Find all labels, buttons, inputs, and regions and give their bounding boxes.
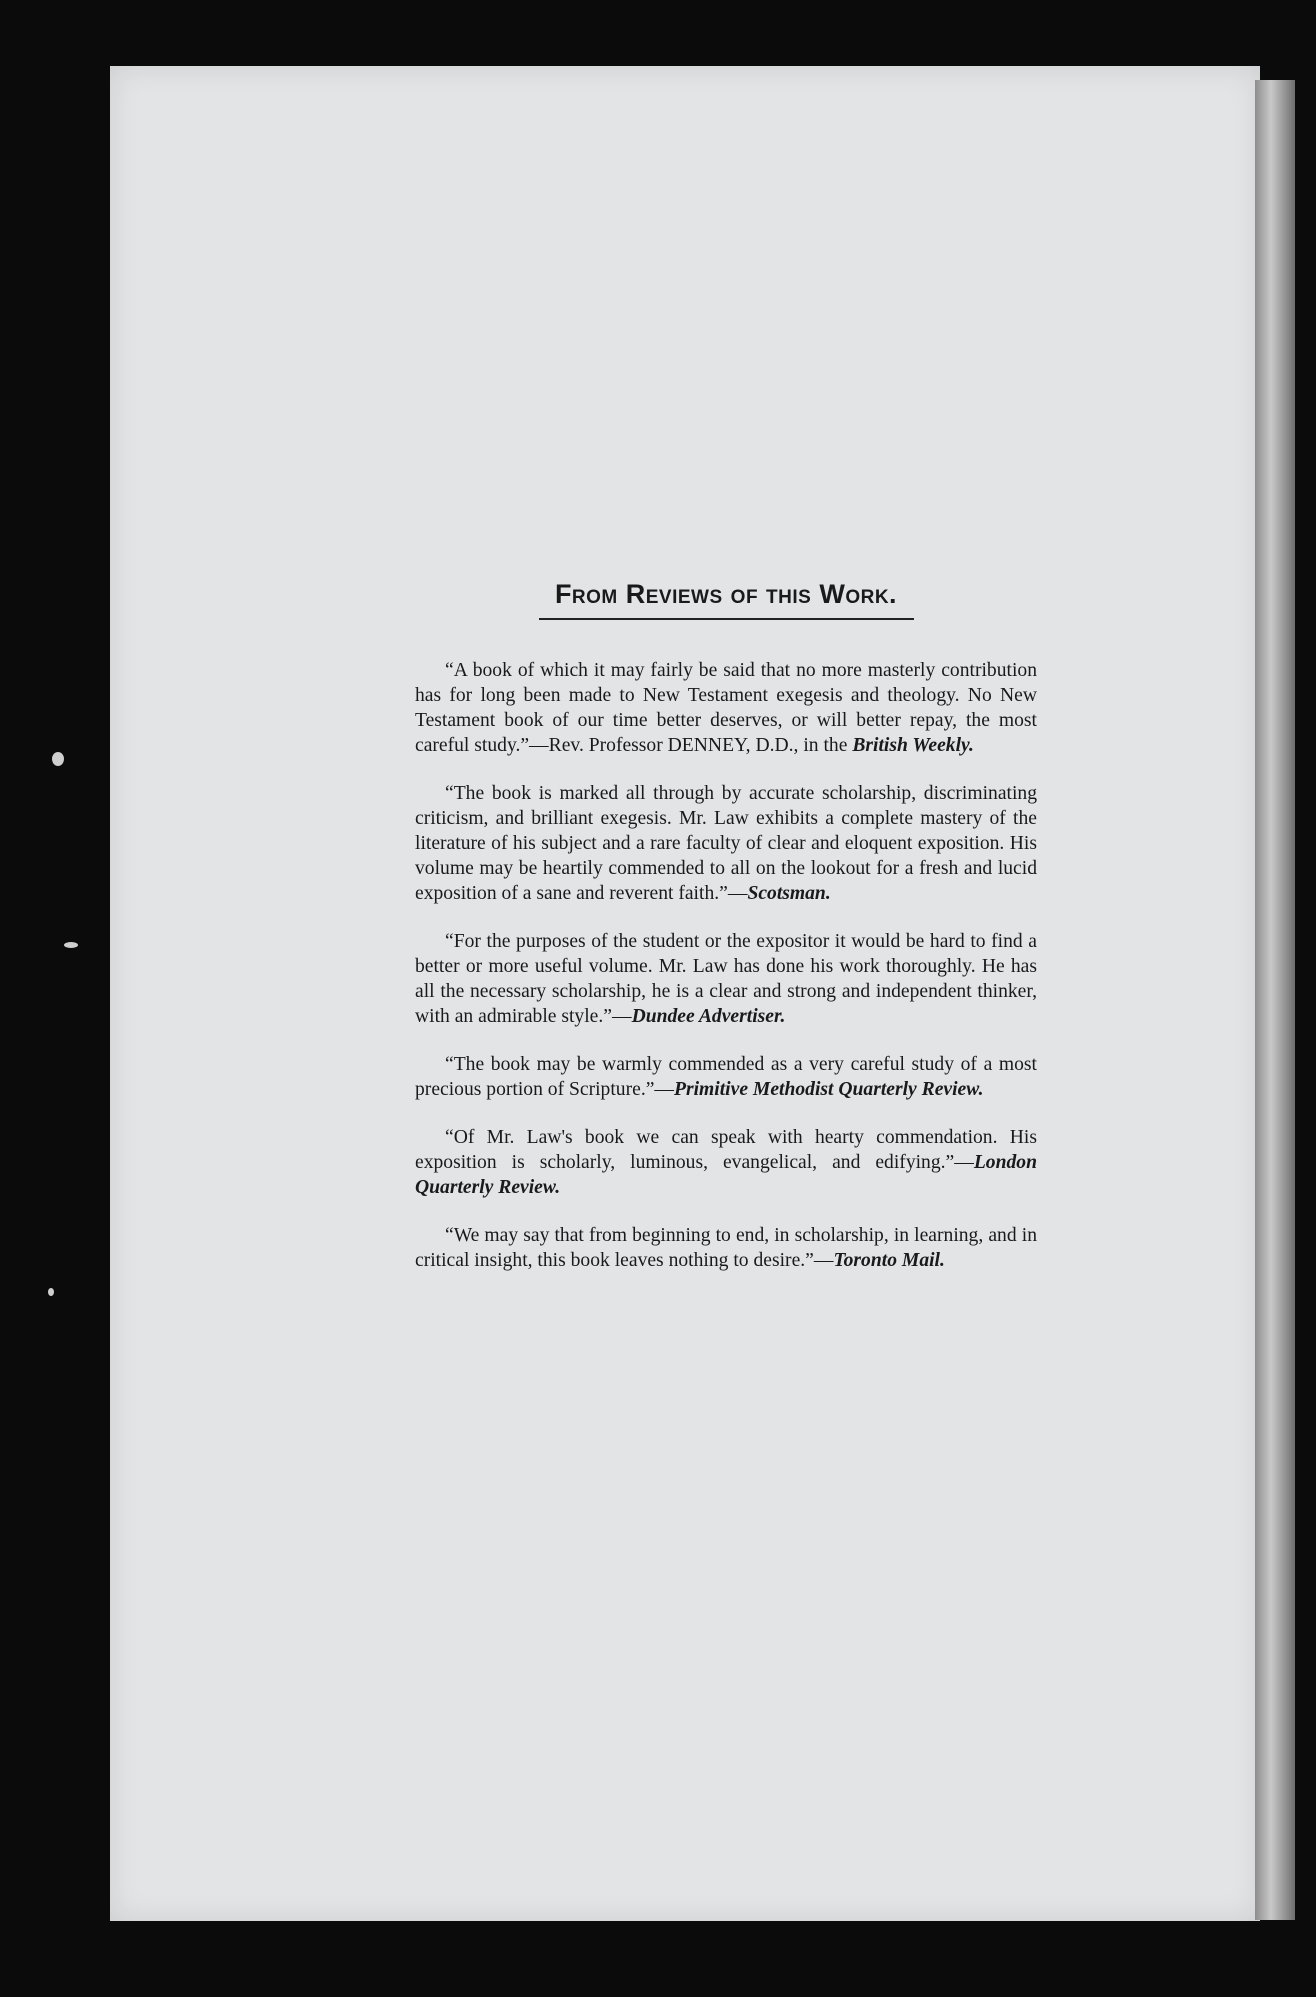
- review-paragraph: [415, 1125, 1037, 1200]
- review-text: “Of Mr. Law's book we can speak with hearty commendation. His exposition is scholarly, luminous, evangelical, and edifying.”—: [415, 1127, 1037, 1174]
- review-text: “A book of which it may fairly be said that no more masterly contribution has for long been made to New Testament exegesis and theology. No New Testament book of our time better deserves, or will better repay, the most careful study.”—Rev. Professor DENNEY, D.D., in the: [415, 660, 1037, 757]
- review-paragraph: [415, 929, 1037, 1029]
- scan-speck: [64, 942, 78, 948]
- review-paragraph: [415, 1223, 1037, 1273]
- page-edge-shadow: [1255, 80, 1295, 1920]
- page-title: From Reviews of this Work.: [554, 579, 898, 609]
- review-text: “The book is marked all through by accurate scholarship, discriminating criticism, and brilliant exegesis. Mr. Law exhibits a complete mastery of the literature of his subject and a rare faculty of clear and eloquent exposition. His volume may be heartily commended to all on the lookout for a fresh and lucid exposition of a sane and reverent faith.”—: [415, 783, 1037, 905]
- review-text: “For the purposes of the student or the expositor it would be hard to find a better or more useful volume. Mr. Law has done his work thoroughly. He has all the necessary scholarship, he is a clear and strong and independent thinker, with an admirable style.”—: [415, 931, 1037, 1028]
- title-underline: [539, 618, 914, 620]
- review-paragraph: [415, 1052, 1037, 1102]
- reviews-section: [415, 578, 1037, 1296]
- review-source: Primitive Methodist Quarterly Review.: [674, 1079, 984, 1101]
- review-source: Dundee Advertiser.: [631, 1006, 786, 1028]
- scan-speck: [52, 752, 64, 766]
- review-text: “The book may be warmly commended as a very careful study of a most precious portion of Scripture.”—: [415, 1054, 1037, 1101]
- review-source: British Weekly.: [852, 735, 974, 757]
- scan-speck: [48, 1288, 54, 1296]
- review-source: Scotsman.: [747, 883, 831, 905]
- review-paragraph: [415, 781, 1037, 906]
- review-text: “We may say that from beginning to end, in scholarship, in learning, and in critical insight, this book leaves nothing to desire.”—: [415, 1225, 1037, 1272]
- review-source: London Quarterly Review.: [415, 1152, 1037, 1199]
- review-source: Toronto Mail.: [833, 1250, 945, 1272]
- review-paragraph: [415, 658, 1037, 758]
